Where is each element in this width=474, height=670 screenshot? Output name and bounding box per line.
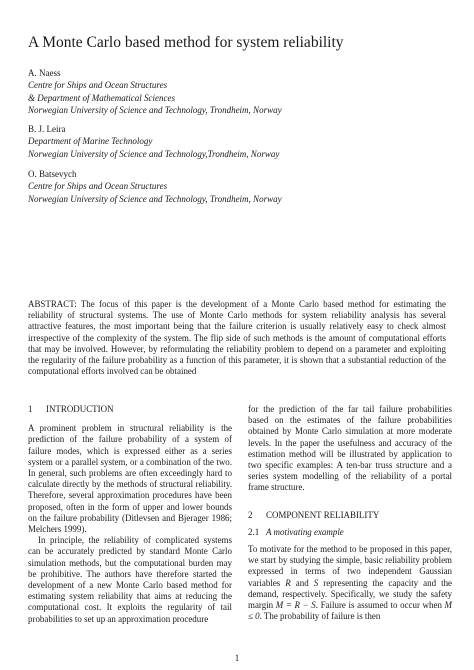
abstract: ABSTRACT: The focus of this paper is the development of a Monte Carlo based method for estimating the reliability of structural systems. The use of Monte Carlo methods for system reliability analysis has several attractive features, the most important being that the failure criterion is usually relatively easy to check almost irrespective of the complexity of the system. The flip side of such methods is the amount of computational efforts that may be involved. However, by reformulating the reliability problem to depend on a parameter and exploiting the regularity of the failure probability as a function of this parameter, it is shown that a substantial reduction of the computational efforts involved can be obtained [28, 299, 446, 377]
section-heading-component-reliability [248, 510, 452, 521]
section-title: COMPONENT RELIABILITY [266, 509, 380, 520]
body-paragraph: In principle, the reliability of complicated systems can be accurately predicted by standard Monte Carlo simulation methods, but the computational burden may be prohibitive. The authors have therefore started the development of a new Monte Carlo based method for estimating system reliability that aims at reducing the computational cost. It exploits the regularity of tail probabilities to set up an approximation procedure [28, 535, 232, 624]
author-block-1 [28, 67, 282, 117]
section-number: 1 [28, 404, 33, 414]
section-number: 2 [248, 509, 253, 520]
math-failure-condition: M ≤ 0 [248, 600, 452, 622]
body-paragraph: for the prediction of the far tail failure probabilities based on the estimates of the failure probabilities obtained by Monte Carlo simulation at more moderate levels. In the paper the usefulness and accuracy of the estimation method will be illustrated by application to two specific examples: A ten-bar truss structure and a series system modelling of the reliability of a portal frame structure. [248, 404, 452, 493]
author-affiliation: Norwegian University of Science and Technology,Trondheim, Norway [28, 148, 280, 159]
author-affiliation: Norwegian University of Science and Technology, Trondheim, Norway [28, 193, 282, 204]
author-block-2 [28, 123, 279, 160]
author-affiliation: Centre for Ships and Ocean Structures [28, 181, 168, 192]
author-name: B. J. Leira [28, 124, 66, 134]
author-affiliation: Centre for Ships and Ocean Structures [28, 80, 168, 91]
body-paragraph [248, 544, 452, 622]
author-affiliation: & Department of Mathematical Sciences [28, 92, 175, 103]
text-run: and [295, 577, 309, 588]
math-safety-margin: M = R − S [275, 600, 316, 611]
author-name: A. Naess [28, 68, 61, 78]
body-paragraph: A prominent problem in structural reliability is the prediction of the failure probability of a system of failure modes, which is expressed either as a series system or a parallel system, or a combination of the two. In general, such problems are often exceedingly hard to calculate directly by the methods of structural reliability. Therefore, several approximation procedures have been proposed, often in the form of upper and lower bounds on the failure probability (Ditlevsen and Bjerager 1986; Melchers 1999). [28, 423, 232, 535]
text-run: . The probability of failure is then [259, 611, 381, 622]
paper-title: A Monte Carlo based method for system reliability [28, 34, 344, 51]
subsection-title: A motivating example [266, 526, 344, 537]
section-title: INTRODUCTION [46, 404, 114, 414]
author-affiliation: Department of Marine Technology [28, 136, 153, 147]
author-affiliation: Norwegian University of Science and Technology, Trondheim, Norway [28, 105, 282, 116]
subsection-number: 2.1 [248, 526, 260, 537]
author-name: O. Batsevych [28, 169, 77, 179]
section-heading-introduction [28, 404, 232, 415]
author-block-3 [28, 168, 282, 205]
left-column [28, 404, 232, 625]
right-column [248, 404, 452, 622]
subsection-heading [248, 527, 452, 538]
text-run: To motivate for the method to be proposed in this paper, we start by studying the simple, basic reliability problem expressed in terms of two independent Gaussian variables [248, 544, 452, 588]
text-run: . Failure is assumed to occur when [315, 600, 442, 611]
math-variable-r: R [285, 577, 291, 588]
math-variable-s: S [313, 577, 319, 588]
page-number: 1 [234, 653, 240, 663]
text-run: representing the capacity and the demand, respectively. Specifically, we study the safety margin [248, 577, 453, 611]
